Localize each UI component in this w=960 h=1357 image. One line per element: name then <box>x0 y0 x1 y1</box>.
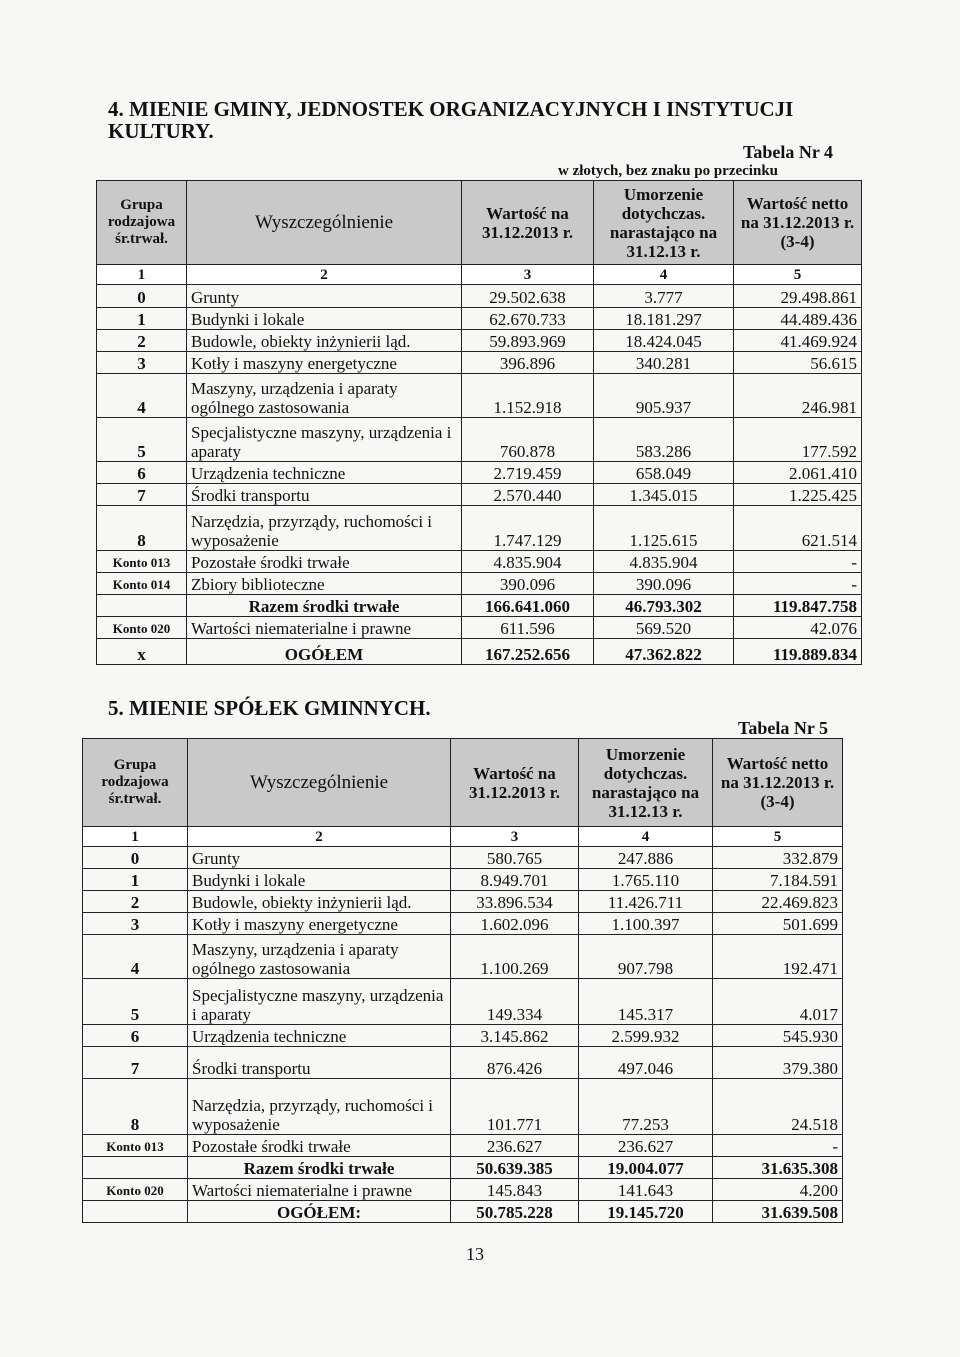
table-4 <box>96 180 862 665</box>
table-row <box>97 639 862 665</box>
colnum: 5 <box>713 827 843 847</box>
row-name-cell: Razem środki trwałe <box>188 1157 451 1179</box>
row-net-cell: 332.879 <box>713 847 843 869</box>
row-net-cell: 177.592 <box>734 418 862 462</box>
row-net-cell: 29.498.861 <box>734 285 862 308</box>
row-name-cell: Kotły i maszyny energetyczne <box>187 352 462 374</box>
row-net-cell: 621.514 <box>734 506 862 551</box>
row-value-cell: 62.670.733 <box>462 308 594 330</box>
table-row <box>97 285 862 308</box>
row-value-cell: 390.096 <box>462 573 594 595</box>
row-group-cell: 7 <box>83 1047 188 1079</box>
colnum: 2 <box>188 827 451 847</box>
row-group-cell: Konto 014 <box>97 573 187 595</box>
page-number: 13 <box>466 1244 484 1264</box>
table-row <box>83 913 843 935</box>
row-value-cell: 59.893.969 <box>462 330 594 352</box>
row-net-cell: - <box>734 551 862 573</box>
colnum: 1 <box>97 265 187 285</box>
row-name-cell: Urządzenia techniczne <box>188 1025 451 1047</box>
row-name-cell: Środki transportu <box>188 1047 451 1079</box>
row-group-cell: 2 <box>83 891 188 913</box>
row-name-cell: Narzędzia, przyrządy, ruchomości i wyposażenie <box>188 1079 451 1135</box>
row-name-cell: Maszyny, urządzenia i aparaty ogólnego zastosowania <box>188 935 451 979</box>
table-row <box>97 573 862 595</box>
header-wyszczegolnienie: Wyszczególnienie <box>187 181 462 265</box>
row-value-cell: 396.896 <box>462 352 594 374</box>
table-row <box>83 1157 843 1179</box>
row-name-cell: Grunty <box>188 847 451 869</box>
row-value-cell: 167.252.656 <box>462 639 594 665</box>
colnum: 4 <box>594 265 734 285</box>
row-name-cell: Budowle, obiekty inżynierii ląd. <box>188 891 451 913</box>
header-umorzenie: Umorzenie dotychczas. narastająco na 31.12.13 r. <box>594 181 734 265</box>
row-amort-cell: 18.424.045 <box>594 330 734 352</box>
table-row <box>83 869 843 891</box>
row-amort-cell: 18.181.297 <box>594 308 734 330</box>
header-netto: Wartość netto na 31.12.2013 r. (3-4) <box>734 181 862 265</box>
row-net-cell: 22.469.823 <box>713 891 843 913</box>
row-amort-cell: 1.100.397 <box>579 913 713 935</box>
row-net-cell: 4.017 <box>713 979 843 1025</box>
table-row <box>83 979 843 1025</box>
row-value-cell: 236.627 <box>451 1135 579 1157</box>
row-value-cell: 8.949.701 <box>451 869 579 891</box>
row-amort-cell: 1.125.615 <box>594 506 734 551</box>
row-name-cell: Budynki i lokale <box>187 308 462 330</box>
row-amort-cell: 141.643 <box>579 1179 713 1201</box>
row-amort-cell: 11.426.711 <box>579 891 713 913</box>
row-name-cell: Zbiory biblioteczne <box>187 573 462 595</box>
row-name-cell: Grunty <box>187 285 462 308</box>
row-name-cell: Specjalistyczne maszyny, urządzenia i aparaty <box>188 979 451 1025</box>
row-amort-cell: 2.599.932 <box>579 1025 713 1047</box>
colnum: 1 <box>83 827 188 847</box>
row-amort-cell: 905.937 <box>594 374 734 418</box>
table-row <box>97 595 862 617</box>
row-net-cell: 4.200 <box>713 1179 843 1201</box>
row-net-cell: 119.889.834 <box>734 639 862 665</box>
table-row <box>83 1201 843 1223</box>
row-value-cell: 2.570.440 <box>462 484 594 506</box>
row-value-cell: 876.426 <box>451 1047 579 1079</box>
header-umorzenie: Umorzenie dotychczas. narastająco na 31.12.13 r. <box>579 739 713 827</box>
row-amort-cell: 236.627 <box>579 1135 713 1157</box>
row-name-cell: Kotły i maszyny energetyczne <box>188 913 451 935</box>
row-name-cell: Budynki i lokale <box>188 869 451 891</box>
row-amort-cell: 1.765.110 <box>579 869 713 891</box>
table-row <box>97 418 862 462</box>
row-value-cell: 1.152.918 <box>462 374 594 418</box>
row-net-cell: 44.489.436 <box>734 308 862 330</box>
row-value-cell: 2.719.459 <box>462 462 594 484</box>
row-net-cell: 192.471 <box>713 935 843 979</box>
section-heading-4: 4. MIENIE GMINY, JEDNOSTEK ORGANIZACYJNYCH I INSTYTUCJI KULTURY. <box>108 97 794 143</box>
row-name-cell: Specjalistyczne maszyny, urządzenia i aparaty <box>187 418 462 462</box>
row-group-cell: 0 <box>97 285 187 308</box>
row-value-cell: 29.502.638 <box>462 285 594 308</box>
row-value-cell: 760.878 <box>462 418 594 462</box>
row-name-cell: Razem środki trwałe <box>187 595 462 617</box>
row-amort-cell: 497.046 <box>579 1047 713 1079</box>
header-grupa: Grupa rodzajowa śr.trwał. <box>83 739 188 827</box>
row-group-cell <box>83 1201 188 1223</box>
row-net-cell: - <box>734 573 862 595</box>
row-group-cell: 7 <box>97 484 187 506</box>
row-amort-cell: 247.886 <box>579 847 713 869</box>
table-row <box>97 374 862 418</box>
row-group-cell: 0 <box>83 847 188 869</box>
row-amort-cell: 340.281 <box>594 352 734 374</box>
row-group-cell: x <box>97 639 187 665</box>
row-group-cell: 4 <box>97 374 187 418</box>
row-value-cell: 145.843 <box>451 1179 579 1201</box>
row-value-cell: 50.639.385 <box>451 1157 579 1179</box>
row-value-cell: 149.334 <box>451 979 579 1025</box>
table-row <box>97 506 862 551</box>
row-amort-cell: 907.798 <box>579 935 713 979</box>
row-amort-cell: 77.253 <box>579 1079 713 1135</box>
section-heading-5: 5. MIENIE SPÓŁEK GMINNYCH. <box>108 696 431 720</box>
row-net-cell: 24.518 <box>713 1079 843 1135</box>
row-value-cell: 166.641.060 <box>462 595 594 617</box>
table-row <box>83 1025 843 1047</box>
row-group-cell <box>97 595 187 617</box>
row-net-cell: - <box>713 1135 843 1157</box>
table-row <box>97 352 862 374</box>
table-5 <box>82 738 843 1223</box>
row-value-cell: 1.747.129 <box>462 506 594 551</box>
row-name-cell: OGÓŁEM <box>187 639 462 665</box>
colnum: 3 <box>451 827 579 847</box>
table-row <box>97 330 862 352</box>
row-value-cell: 611.596 <box>462 617 594 639</box>
row-value-cell: 1.602.096 <box>451 913 579 935</box>
row-amort-cell: 390.096 <box>594 573 734 595</box>
row-net-cell: 31.635.308 <box>713 1157 843 1179</box>
row-value-cell: 33.896.534 <box>451 891 579 913</box>
row-name-cell: Środki transportu <box>187 484 462 506</box>
row-group-cell: 1 <box>83 869 188 891</box>
header-wartosc: Wartość na 31.12.2013 r. <box>451 739 579 827</box>
row-amort-cell: 4.835.904 <box>594 551 734 573</box>
row-name-cell: OGÓŁEM: <box>188 1201 451 1223</box>
row-amort-cell: 145.317 <box>579 979 713 1025</box>
row-net-cell: 119.847.758 <box>734 595 862 617</box>
row-value-cell: 101.771 <box>451 1079 579 1135</box>
row-amort-cell: 1.345.015 <box>594 484 734 506</box>
unit-note: w złotych, bez znaku po przecinku <box>558 163 779 179</box>
table-row <box>83 847 843 869</box>
header-wyszczegolnienie: Wyszczególnienie <box>188 739 451 827</box>
colnum: 5 <box>734 265 862 285</box>
row-net-cell: 41.469.924 <box>734 330 862 352</box>
row-net-cell: 2.061.410 <box>734 462 862 484</box>
row-net-cell: 42.076 <box>734 617 862 639</box>
row-group-cell: 5 <box>97 418 187 462</box>
row-value-cell: 3.145.862 <box>451 1025 579 1047</box>
row-group-cell: Konto 013 <box>97 551 187 573</box>
row-net-cell: 379.380 <box>713 1047 843 1079</box>
row-value-cell: 50.785.228 <box>451 1201 579 1223</box>
colnum: 2 <box>187 265 462 285</box>
row-group-cell: 4 <box>83 935 188 979</box>
table-row <box>97 462 862 484</box>
row-group-cell: 1 <box>97 308 187 330</box>
row-amort-cell: 658.049 <box>594 462 734 484</box>
row-amort-cell: 583.286 <box>594 418 734 462</box>
header-wartosc: Wartość na 31.12.2013 r. <box>462 181 594 265</box>
row-amort-cell: 19.004.077 <box>579 1157 713 1179</box>
row-net-cell: 7.184.591 <box>713 869 843 891</box>
table-row <box>97 484 862 506</box>
row-group-cell: 3 <box>97 352 187 374</box>
colnum: 4 <box>579 827 713 847</box>
row-net-cell: 545.930 <box>713 1025 843 1047</box>
row-group-cell: 2 <box>97 330 187 352</box>
row-name-cell: Urządzenia techniczne <box>187 462 462 484</box>
row-group-cell: 3 <box>83 913 188 935</box>
row-name-cell: Narzędzia, przyrządy, ruchomości i wyposażenie <box>187 506 462 551</box>
row-group-cell <box>83 1157 188 1179</box>
table-row <box>97 551 862 573</box>
row-name-cell: Pozostałe środki trwałe <box>188 1135 451 1157</box>
row-value-cell: 580.765 <box>451 847 579 869</box>
row-group-cell: Konto 013 <box>83 1135 188 1157</box>
row-amort-cell: 47.362.822 <box>594 639 734 665</box>
row-amort-cell: 19.145.720 <box>579 1201 713 1223</box>
row-group-cell: Konto 020 <box>97 617 187 639</box>
table-label-4: Tabela Nr 4 <box>743 142 834 162</box>
row-net-cell: 1.225.425 <box>734 484 862 506</box>
table-row <box>83 1135 843 1157</box>
row-net-cell: 501.699 <box>713 913 843 935</box>
table-row <box>83 891 843 913</box>
row-name-cell: Maszyny, urządzenia i aparaty ogólnego zastosowania <box>187 374 462 418</box>
table-row <box>83 1179 843 1201</box>
row-amort-cell: 3.777 <box>594 285 734 308</box>
row-name-cell: Wartości niematerialne i prawne <box>188 1179 451 1201</box>
row-value-cell: 4.835.904 <box>462 551 594 573</box>
table-row <box>97 617 862 639</box>
header-netto: Wartość netto na 31.12.2013 r. (3-4) <box>713 739 843 827</box>
row-group-cell: 8 <box>97 506 187 551</box>
row-value-cell: 1.100.269 <box>451 935 579 979</box>
row-group-cell: 5 <box>83 979 188 1025</box>
colnum: 3 <box>462 265 594 285</box>
row-net-cell: 56.615 <box>734 352 862 374</box>
table-label-5: Tabela Nr 5 <box>738 718 829 738</box>
table-row <box>83 1047 843 1079</box>
row-group-cell: 8 <box>83 1079 188 1135</box>
row-name-cell: Budowle, obiekty inżynierii ląd. <box>187 330 462 352</box>
row-net-cell: 31.639.508 <box>713 1201 843 1223</box>
row-name-cell: Wartości niematerialne i prawne <box>187 617 462 639</box>
table-row <box>83 935 843 979</box>
table-row <box>83 1079 843 1135</box>
row-group-cell: 6 <box>83 1025 188 1047</box>
header-grupa: Grupa rodzajowa śr.trwał. <box>97 181 187 265</box>
row-name-cell: Pozostałe środki trwałe <box>187 551 462 573</box>
row-amort-cell: 569.520 <box>594 617 734 639</box>
table-row <box>97 308 862 330</box>
row-net-cell: 246.981 <box>734 374 862 418</box>
row-amort-cell: 46.793.302 <box>594 595 734 617</box>
row-group-cell: Konto 020 <box>83 1179 188 1201</box>
row-group-cell: 6 <box>97 462 187 484</box>
